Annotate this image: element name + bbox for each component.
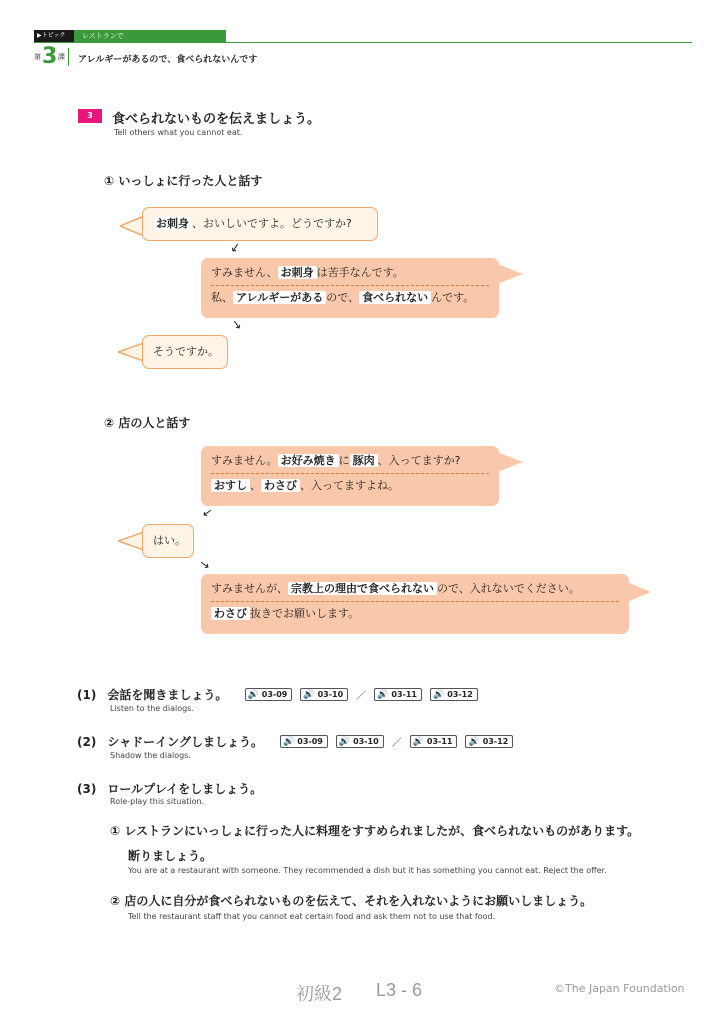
bubble-divider xyxy=(211,285,489,286)
audio-button[interactable] xyxy=(374,688,422,701)
exercise-number: (2) xyxy=(77,735,97,749)
roleplay-1-line1: ① レストランにいっしょに行った人に料理をすすめられましたが、食べられないものがあります。 xyxy=(110,824,640,838)
copyright: ©The Japan Foundation xyxy=(554,982,685,995)
roleplay-2-line1: ② 店の人に自分が食べられないものを伝えて、それを入れないようにお願いしましょう。 xyxy=(110,894,593,908)
highlight-word: アレルギーがある xyxy=(233,291,326,304)
speech-bubble xyxy=(201,258,499,318)
bubble-tail xyxy=(497,452,523,472)
speaker-icon: 🔊 xyxy=(283,736,295,747)
speech-bubble xyxy=(142,207,378,241)
bubble-text: そうですか。 xyxy=(153,345,219,358)
speaker-icon: 🔊 xyxy=(247,689,259,700)
bubble-text: すみません。 xyxy=(211,454,278,467)
audio-button[interactable] xyxy=(465,735,513,748)
highlight-word: 豚肉 xyxy=(350,454,378,467)
arrow-icon: ↓ xyxy=(198,504,216,522)
footer-level: 初級2 xyxy=(296,984,343,1004)
bubble-text: は苦手なんです。 xyxy=(316,266,404,279)
bubble-tail xyxy=(118,532,144,550)
header-divider xyxy=(34,42,692,43)
audio-button[interactable] xyxy=(300,688,348,701)
bubble-tail xyxy=(627,582,651,602)
highlight-word: わさび xyxy=(261,479,300,492)
section-title: 食べられないものを伝えましょう。 xyxy=(112,112,321,127)
bubble-text: 、入ってますよね。 xyxy=(300,479,399,492)
exercise-2 xyxy=(77,731,521,750)
speech-bubble xyxy=(142,335,228,369)
lesson-title: アレルギーがあるので、食べられないんです xyxy=(78,55,258,65)
highlight-word: わさび xyxy=(211,607,250,620)
bubble-text: 私、 xyxy=(211,291,233,304)
audio-label: 03-10 xyxy=(353,737,379,746)
roleplay-2-en: Tell the restaurant staff that you cannot eat certain food and ask them not to use that food. xyxy=(128,912,496,921)
audio-label: 03-10 xyxy=(317,690,344,699)
bubble-tail xyxy=(118,343,144,361)
part1-heading: ① いっしょに行った人と話す xyxy=(104,174,263,188)
exercise-text: ロールプレイをしましょう。 xyxy=(107,782,263,796)
audio-button[interactable] xyxy=(280,735,328,748)
section-subtitle: Tell others what you cannot eat. xyxy=(114,128,243,137)
exercise-number: (1) xyxy=(77,688,97,702)
footer-page: L3 - 6 xyxy=(376,980,423,1000)
audio-label: 03-11 xyxy=(426,737,453,746)
speaker-icon: 🔊 xyxy=(468,736,480,747)
topic-tag: ▶トピック xyxy=(34,30,74,42)
lesson-ka: 課 xyxy=(58,53,65,61)
exercise-text: シャドーイングしましょう。 xyxy=(107,735,263,749)
arrow-icon: ↓ xyxy=(228,316,246,334)
bubble-text: すみませんが、 xyxy=(211,582,288,595)
roleplay-1-line2: 断りましょう。 xyxy=(128,849,213,863)
highlight-word: お刺身 xyxy=(278,266,317,279)
speaker-icon: 🔊 xyxy=(432,689,445,700)
highlight-word: おすし xyxy=(211,479,250,492)
highlight-word: お好み焼き xyxy=(278,454,339,467)
highlight-word: 宗教上の理由で食べられない xyxy=(288,582,437,595)
roleplay-1-en: You are at a restaurant with someone. They recommended a dish but it has something you cannot eat. Reject the offer. xyxy=(128,866,607,875)
lesson-separator xyxy=(68,48,69,66)
section-badge: 3 xyxy=(78,109,102,123)
bubble-text: んです。 xyxy=(431,291,475,304)
bubble-text: ので、 xyxy=(326,291,360,304)
bubble-text: に xyxy=(338,454,350,467)
audio-label: 03-11 xyxy=(391,690,417,699)
exercise-3 xyxy=(77,778,262,797)
lesson-dai: 第 xyxy=(34,53,41,61)
speech-bubble xyxy=(142,524,194,558)
exercise-en: Role-play this situation. xyxy=(110,797,205,806)
lesson-number: 3 xyxy=(42,44,58,69)
audio-button[interactable] xyxy=(336,735,384,748)
exercise-en: Listen to the dialogs. xyxy=(110,704,194,713)
audio-label: 03-09 xyxy=(297,737,323,746)
speech-bubble xyxy=(201,574,629,634)
bubble-text: はい。 xyxy=(153,534,186,547)
speaker-icon: 🔊 xyxy=(338,736,351,747)
separator: ／ xyxy=(391,738,402,749)
exercise-1 xyxy=(77,684,486,703)
highlight-word: お刺身 xyxy=(153,217,192,230)
part2-heading: ② 店の人と話す xyxy=(104,416,191,430)
separator: ／ xyxy=(356,691,367,702)
bubble-divider xyxy=(211,473,489,474)
audio-button[interactable] xyxy=(410,735,458,748)
bubble-text: 、おいしいですよ。どうですか? xyxy=(192,217,352,230)
audio-button[interactable] xyxy=(430,688,478,701)
exercise-number: (3) xyxy=(77,782,97,796)
speaker-icon: 🔊 xyxy=(303,689,315,700)
speaker-icon: 🔊 xyxy=(412,736,424,747)
speech-bubble xyxy=(201,446,499,506)
bubble-tail xyxy=(497,264,523,284)
bubble-text: すみません、 xyxy=(211,266,278,279)
highlight-word: 食べられない xyxy=(359,291,431,304)
audio-button[interactable] xyxy=(245,688,293,701)
bubble-tail xyxy=(120,216,144,236)
exercise-en: Shadow the dialogs. xyxy=(110,751,191,760)
bubble-text: 抜きでお願いします。 xyxy=(250,607,360,620)
topic-name: レストランで xyxy=(74,30,226,42)
audio-label: 03-09 xyxy=(261,690,288,699)
arrow-icon: ↓ xyxy=(226,239,244,257)
bubble-text: 、 xyxy=(250,479,261,492)
exercise-text: 会話を聞きましょう。 xyxy=(107,688,228,702)
arrow-icon: ↓ xyxy=(196,556,214,574)
speaker-icon: 🔊 xyxy=(377,689,389,700)
audio-label: 03-12 xyxy=(447,690,473,699)
bubble-text: ので、入れないでください。 xyxy=(437,582,580,595)
bubble-divider xyxy=(211,601,619,602)
bubble-text: 、入ってますか? xyxy=(377,454,461,467)
audio-label: 03-12 xyxy=(482,737,509,746)
